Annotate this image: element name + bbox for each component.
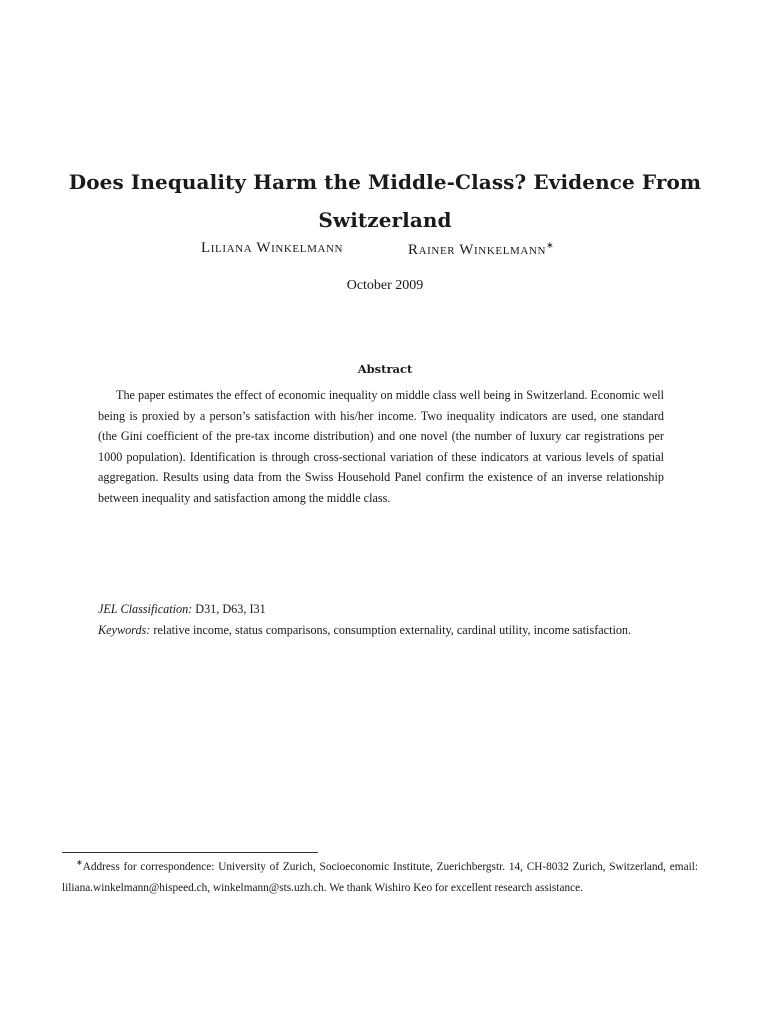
footnote bbox=[62, 852, 698, 899]
publication-date: October 2009 bbox=[346, 278, 424, 293]
author-name-text: Rainer Winkelmann bbox=[408, 242, 547, 258]
author-list bbox=[0, 240, 770, 262]
jel-label: JEL Classification: bbox=[98, 602, 193, 616]
footnote-marker: ∗ bbox=[546, 240, 555, 250]
jel-codes: D31, D63, I31 bbox=[195, 602, 266, 616]
author-name-text: Liliana Winkelmann bbox=[201, 240, 344, 256]
keywords bbox=[98, 620, 664, 641]
abstract-heading: Abstract bbox=[357, 362, 413, 376]
jel-classification bbox=[98, 599, 664, 620]
keywords-list: relative income, status comparisons, consumption externality, cardinal utility, income satisfaction. bbox=[153, 623, 632, 637]
paper-title: Does Inequality Harm the Middle-Class? Evidence From Switzerland bbox=[68, 170, 702, 233]
author-name bbox=[408, 240, 554, 259]
abstract-text: The paper estimates the effect of economic inequality on middle class well being in Switzerland. Economic well being is proxied by a person’s satisfaction with his/her income. Two inequality indicators are used, one standard (the Gini coefficient of the pre-tax income distribution) and one novel (the number of luxury car registrations per 1000 population). Identification is through cross-sectional variation of these indicators at various levels of spatial aggregation. Results using data from the Swiss Household Panel confirm the existence of an inverse relationship between inequality and satisfaction among the middle class. bbox=[98, 388, 664, 505]
footnote-marker: ∗ bbox=[76, 858, 83, 867]
keywords-label: Keywords: bbox=[98, 623, 151, 637]
footnote-text: Address for correspondence: University of Zurich, Socioeconomic Institute, Zuerichbergstr. 14, CH-8032 Zurich, Switzerland, email: liliana.winkelmann@hispeed.ch, winkelmann@sts.uzh.ch. We thank Wishiro Keo for excellent research assistance. bbox=[62, 861, 698, 894]
author-name bbox=[201, 240, 343, 257]
